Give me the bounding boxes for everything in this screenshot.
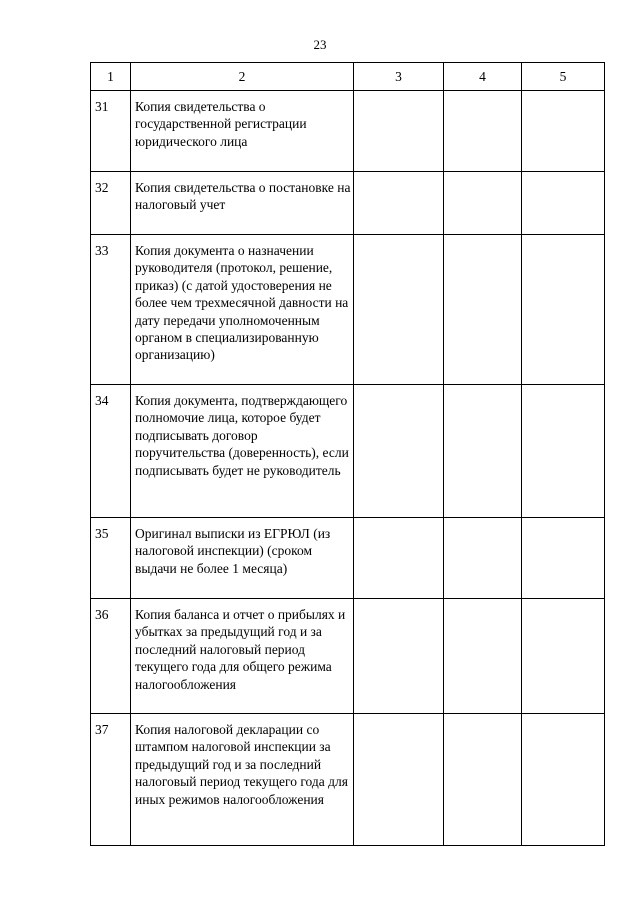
document-name-cell [131, 172, 354, 235]
empty-cell-5 [522, 518, 605, 599]
row-number-cell [91, 599, 131, 714]
row-number-cell [91, 235, 131, 385]
document-name: Копия свидетельства о постановке на налоговый учет [135, 180, 351, 213]
table-header-row [91, 63, 605, 91]
document-name: Копия документа о назначении руководителя (протокол, решение, приказ) (с датой удостоверения не более чем трехмесячной давности на дату передачи уполномоченным органом в специализированную организацию) [135, 243, 349, 363]
document-name-cell [131, 714, 354, 846]
empty-cell-3 [354, 235, 444, 385]
table-row [91, 172, 605, 235]
empty-cell-4 [444, 518, 522, 599]
document-name-cell [131, 599, 354, 714]
document-name-cell [131, 518, 354, 599]
documents-table [90, 62, 605, 846]
table-row [91, 385, 605, 518]
row-number: 37 [95, 722, 109, 737]
column-header-2: 2 [131, 63, 354, 91]
table-row [91, 599, 605, 714]
table-row [91, 518, 605, 599]
row-number: 36 [95, 607, 109, 622]
empty-cell-4 [444, 714, 522, 846]
empty-cell-5 [522, 599, 605, 714]
empty-cell-5 [522, 385, 605, 518]
table-row [91, 714, 605, 846]
document-name: Копия документа, подтверждающего полномочие лица, которое будет подписывать договор поручительства (доверенность), если подписывать будет не руководитель [135, 393, 349, 478]
table-row [91, 91, 605, 172]
row-number-cell [91, 91, 131, 172]
empty-cell-3 [354, 518, 444, 599]
empty-cell-4 [444, 172, 522, 235]
empty-cell-4 [444, 385, 522, 518]
document-name: Копия свидетельства о государственной регистрации юридического лица [135, 99, 307, 149]
empty-cell-3 [354, 599, 444, 714]
row-number-cell [91, 172, 131, 235]
row-number-cell [91, 385, 131, 518]
row-number: 31 [95, 99, 109, 114]
column-header-3: 3 [354, 63, 444, 91]
row-number: 35 [95, 526, 109, 541]
column-header-4: 4 [444, 63, 522, 91]
row-number: 33 [95, 243, 109, 258]
document-name: Копия налоговой декларации со штампом налоговой инспекции за предыдущий год и за последний налоговый период текущего года для иных режимов налогообложения [135, 722, 348, 807]
empty-cell-5 [522, 235, 605, 385]
row-number-cell [91, 714, 131, 846]
document-name: Копия баланса и отчет о прибылях и убытках за предыдущий год и за последний налоговый период текущего года для общего режима налогообложения [135, 607, 346, 692]
empty-cell-4 [444, 235, 522, 385]
empty-cell-3 [354, 91, 444, 172]
document-name-cell [131, 91, 354, 172]
document-name-cell [131, 385, 354, 518]
row-number: 32 [95, 180, 109, 195]
table-row [91, 235, 605, 385]
empty-cell-4 [444, 91, 522, 172]
row-number: 34 [95, 393, 109, 408]
page-number: 23 [313, 37, 327, 52]
row-number-cell [91, 518, 131, 599]
empty-cell-5 [522, 91, 605, 172]
empty-cell-3 [354, 385, 444, 518]
column-header-1: 1 [91, 63, 131, 91]
empty-cell-5 [522, 172, 605, 235]
column-header-5: 5 [522, 63, 605, 91]
document-name: Оригинал выписки из ЕГРЮЛ (из налоговой инспекции) (сроком выдачи не более 1 месяца) [135, 526, 331, 576]
empty-cell-5 [522, 714, 605, 846]
document-name-cell [131, 235, 354, 385]
empty-cell-3 [354, 714, 444, 846]
empty-cell-3 [354, 172, 444, 235]
empty-cell-4 [444, 599, 522, 714]
